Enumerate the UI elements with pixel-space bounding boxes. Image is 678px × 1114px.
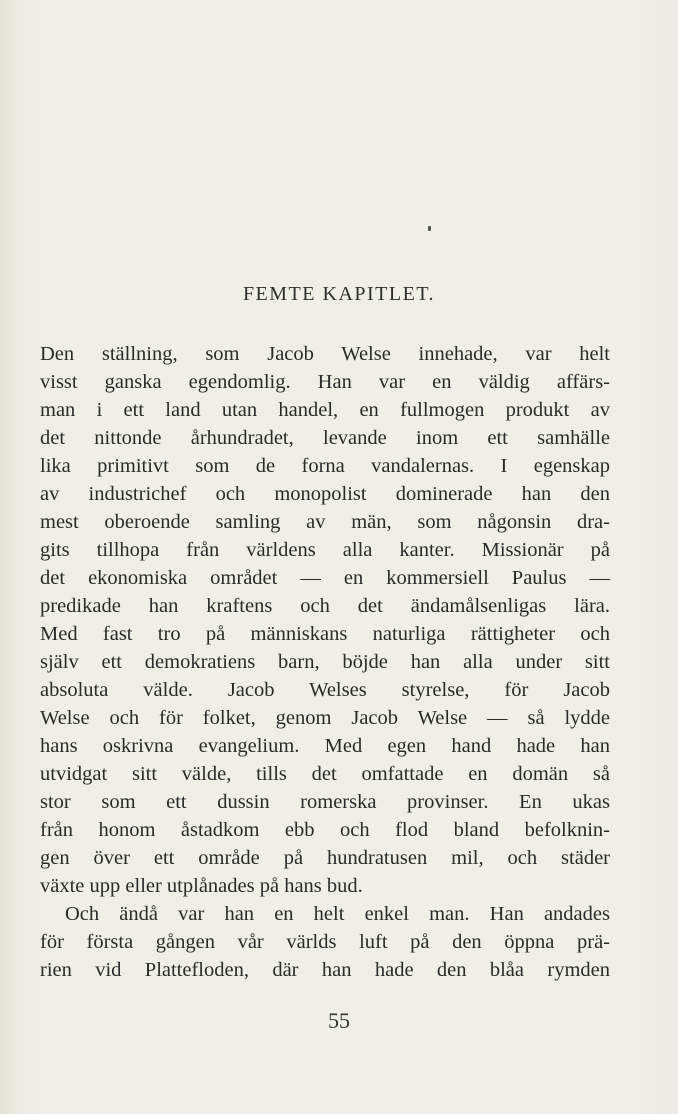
text-line: av industrichef och monopolist dominerade han den	[40, 483, 610, 505]
page-number: 55	[328, 1008, 350, 1033]
text-line: Den ställning, som Jacob Welse innehade, var helt	[40, 343, 610, 365]
text-line: för första gången vår världs luft på den öppna prä-	[40, 931, 610, 953]
text-line: utvidgat sitt välde, tills det omfattade en domän så	[40, 763, 610, 785]
text-line: rien vid Plattefloden, där han hade den blåa rymden	[40, 959, 610, 981]
text-line: mest oberoende samling av män, som någonsin dra-	[40, 511, 610, 533]
text-line: gits tillhopa från världens alla kanter. Missionär på	[40, 539, 610, 561]
text-line: hans oskrivna evangelium. Med egen hand hade han	[40, 735, 610, 757]
text-line: lika primitivt som de forna vandalernas. I egenskap	[40, 455, 610, 477]
text-line: visst ganska egendomlig. Han var en väldig affärs-	[40, 371, 610, 393]
text-line: predikade han kraftens och det ändamålsenligas lära.	[40, 595, 610, 617]
text-line: Med fast tro på människans naturliga rättigheter och	[40, 623, 610, 645]
chapter-title: FEMTE KAPITLET.	[242, 283, 436, 305]
text-line: absoluta välde. Jacob Welses styrelse, för Jacob	[40, 679, 610, 701]
text-line: själv ett demokratiens barn, böjde han alla under sitt	[40, 651, 610, 673]
text-line: stor som ett dussin romerska provinser. En ukas	[40, 791, 610, 813]
ink-speck	[428, 226, 431, 231]
text-line: man i ett land utan handel, en fullmogen produkt av	[40, 399, 610, 421]
text-line: gen över ett område på hundratusen mil, och städer	[40, 847, 610, 869]
text-line: växte upp eller utplånades på hans bud.	[40, 875, 363, 897]
text-line: Och ändå var han en helt enkel man. Han andades	[65, 903, 610, 925]
text-line: det ekonomiska området — en kommersiell Paulus —	[40, 567, 610, 589]
text-line: Welse och för folket, genom Jacob Welse — så lydde	[40, 707, 610, 729]
text-line: det nittonde århundradet, levande inom ett samhälle	[40, 427, 610, 449]
text-line: från honom åstadkom ebb och flod bland befolknin-	[40, 819, 610, 841]
